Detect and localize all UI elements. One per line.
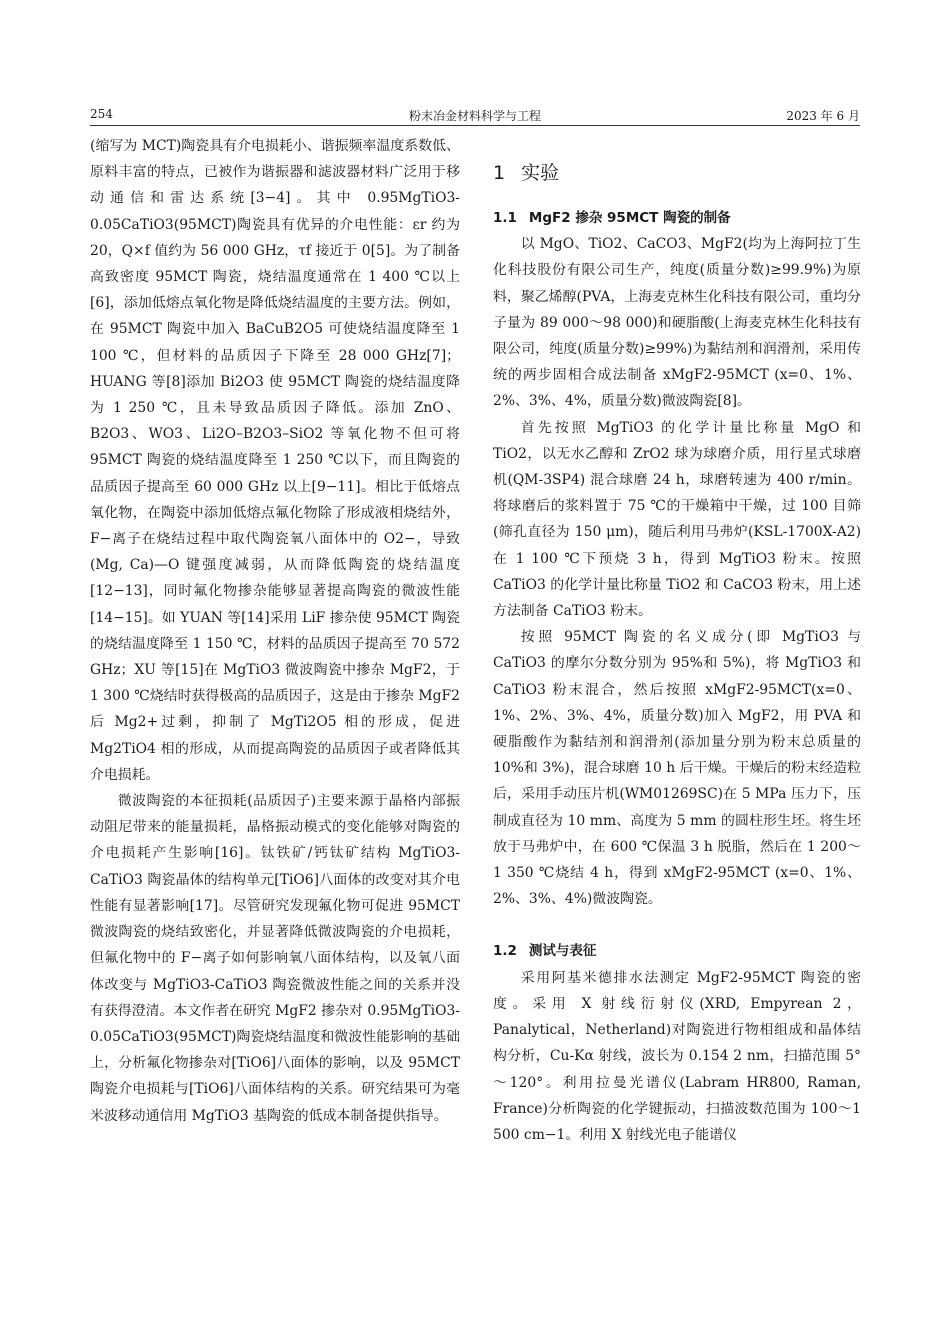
subsection-number: 1.1 xyxy=(493,210,517,226)
intro-paragraph-1: (缩写为 MCT)陶瓷具有介电损耗小、谐振频率温度系数低、原料丰富的特点，已被作为谐振器和滤波器材料广泛用于移动通信和雷达系统[3−4]。其中 0.95MgTiO3-0.05CaTiO3(95MCT)陶瓷具有优异的介电性能：εr 约为 20，Q×f 值约为 56 000 GHz，τf 接近于 0[5]。为了制备高致密度 95MCT 陶瓷，烧结温度通常在 1 400 ℃以上[6]，添加低熔点氧化物是降低烧结温度的主要方法。例如，在 95MCT 陶瓷中加入 BaCuB2O5 可使烧结温度降至 1 100 ℃，但材料的品质因子下降至 28 000 GHz[7]；HUANG 等[8]添加 Bi2O3 使 95MCT 陶瓷的烧结温度降为 1 250 ℃，且未导致品质因子降低。添加 ZnO、B2O3、WO3、Li2O–B2O3–SiO2 等氧化物不但可将 95MCT 陶瓷的烧结温度降至 1 250 ℃以下，而且陶瓷的品质因子提高至 60 000 GHz 以上[9−11]。相比于低熔点氧化物，在陶瓷中添加低熔点氟化物除了形成液相烧结外，F−离子在烧结过程中取代陶瓷氧八面体中的 O2−，导致(Mg, Ca)—O 键强度减弱，从而降低陶瓷的烧结温度[12−13]，同时氟化物掺杂能够显著提高陶瓷的微波性能[14−15]。如 YUAN 等[14]采用 LiF 掺杂使 95MCT 陶瓷的烧结温度降至 1 150 ℃，材料的品质因子提高至 70 572 GHz；XU 等[15]在 MgTiO3 微波陶瓷中掺杂 MgF2，于 1 300 ℃烧结时获得极高的品质因子，这是由于掺杂 MgF2 后 Mg2+过剩，抑制了 MgTi2O5 相的形成，促进 Mg2TiO4 相的形成，从而提高陶瓷的品质因子或者降低其介电损耗。 xyxy=(90,138,460,783)
method-paragraph-1: 以 MgO、TiO2、CaCO3、MgF2(均为上海阿拉丁生化科技股份有限公司生产，纯度(质量分数)≥99.9%)为原料，聚乙烯醇(PVA，上海麦克林生化科技有限公司，重均分子量为 89 000～98 000)和硬脂酸(上海麦克林生化科技有限公司，纯度(质量分数)≥99%)为黏结剂和润滑剂，采用传统的两步固相合成法制备 xMgF2-95MCT (x=0、1%、2%、3%、4%，质量分数)微波陶瓷[8]。 xyxy=(493,236,861,410)
method-paragraph-2: 首先按照 MgTiO3 的化学计量比称量 MgO 和 TiO2，以无水乙醇和 ZrO2 球为球磨介质，用行星式球磨机(QM-3SP4) 混合球磨 24 h，球磨转速为 400 r/min。将球磨后的浆料置于 75 ℃的干燥箱中干燥，过 100 目筛(筛孔直径为 150 μm)，随后利用马弗炉(KSL-1700X-A2)在 1 100 ℃下预烧 3 h，得到 MgTiO3 粉末。按照 CaTiO3 的化学计量比称量 TiO2 和 CaCO3 粉末，用上述方法制备 CaTiO3 粉末。 xyxy=(493,419,861,620)
issue-date: 2023 年 6 月 xyxy=(786,109,860,123)
page-number: 254 xyxy=(90,107,113,121)
running-header xyxy=(90,103,860,126)
left-column xyxy=(90,133,460,1129)
right-column xyxy=(493,133,861,1148)
subsection-title: MgF2 掺杂 95MCT 陶瓷的制备 xyxy=(528,210,731,226)
section-number: 1 xyxy=(493,162,506,184)
subsection-heading-1-1 xyxy=(493,205,861,231)
method-paragraph-3: 按照 95MCT 陶瓷的名义成分(即 MgTiO3 与 CaTiO3 的摩尔分数分别为 95%和 5%)，将 MgTiO3 和 CaTiO3 粉末混合，然后按照 xMgF2-95MCT(x=0、1%、2%、3%、4%，质量分数)加入 MgF2，用 PVA 和硬脂酸作为黏结剂和润滑剂(添加量分别为粉末总质量的 10%和 3%)，混合球磨 10 h 后干燥。干燥后的粉末经造粒后，采用手动压片机(WM01269SC)在 5 MPa 压力下，压制成直径为 10 mm、高度为 5 mm 的圆柱形生坯。将生坯放于马弗炉中，在 600 ℃保温 3 h 脱脂，然后在 1 200～1 350 ℃烧结 4 h，得到 xMgF2-95MCT (x=0、1%、2%、3%、4%)微波陶瓷。 xyxy=(493,629,861,908)
journal-name: 粉末冶金材料科学与工程 xyxy=(408,109,541,123)
intro-paragraph-2: 微波陶瓷的本征损耗(品质因子)主要来源于晶格内部振动阻尼带来的能量损耗，晶格振动模式的变化能够对陶瓷的介电损耗产生影响[16]。钛铁矿/钙钛矿结构 MgTiO3-CaTiO3 陶瓷晶体的结构单元[TiO6]八面体的改变对其介电性能有显著影响[17]。尽管研究发现氟化物可促进 95MCT 微波陶瓷的烧结致密化，并显著降低微波陶瓷的介电损耗，但氟化物中的 F−离子如何影响氧八面体结构，以及氧八面体改变与 MgTiO3-CaTiO3 陶瓷微波性能之间的关系并没有获得澄清。本文作者在研究 MgF2 掺杂对 0.95MgTiO3-0.05CaTiO3(95MCT)陶瓷烧结温度和微波性能影响的基础上，分析氟化物掺杂对[TiO6]八面体的影响，以及 95MCT 陶瓷介电损耗与[TiO6]八面体结构的关系。研究结果可为毫米波移动通信用 MgTiO3 基陶瓷的低成本制备提供指导。 xyxy=(90,793,460,1124)
subsection-title: 测试与表征 xyxy=(528,943,597,960)
subsection-heading-1-2 xyxy=(493,938,861,964)
section-title: 实验 xyxy=(521,162,560,184)
subsection-number: 1.2 xyxy=(493,943,517,960)
characterization-paragraph: 采用阿基米德排水法测定 MgF2-95MCT 陶瓷的密度。采用 X 射线衍射仪(XRD, Empyrean 2，Panalytical，Netherland)对陶瓷进行物相组成和晶体结构分析，Cu-Kα 射线，波长为 0.154 2 nm，扫描范围 5°～120°。利用拉曼光谱仪(Labram HR800, Raman, France)分析陶瓷的化学键振动，扫描波数范围为 100～1 500 cm−1。利用 X 射线光电子能谱仪 xyxy=(493,969,861,1143)
section-heading xyxy=(493,159,861,187)
